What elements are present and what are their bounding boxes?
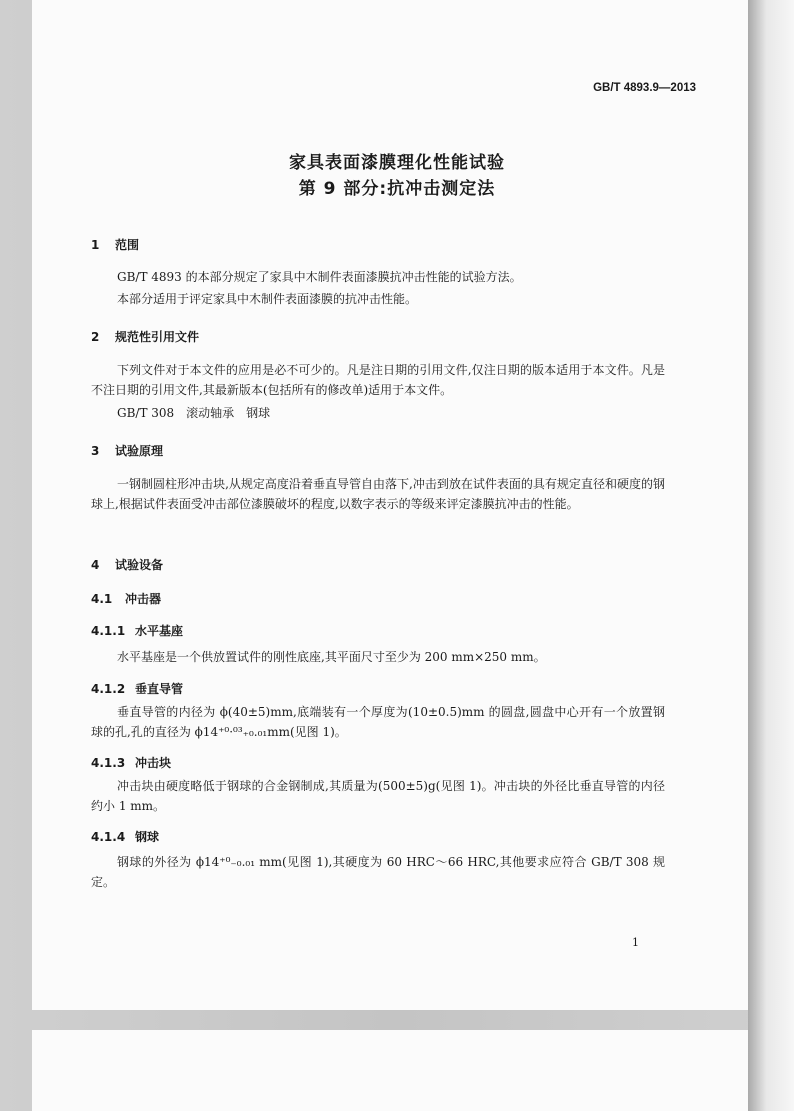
section-number: 4.1	[91, 592, 113, 606]
standard-code: GB/T 4893.9—2013	[593, 82, 696, 94]
section-title: 试验设备	[115, 558, 164, 572]
section-number: 2	[91, 330, 100, 344]
section-title: 冲击块	[135, 756, 172, 770]
section-4-1-4-paragraph: 钢球的外径为 ϕ14⁺⁰₋₀.₀₁ mm(见图 1),其硬度为 60 HRC～66 HRC,其他要求应符合 GB/T 308 规定。	[91, 855, 665, 889]
section-2-reference: GB/T 308 滚动轴承 钢球	[117, 406, 271, 420]
section-title: 规范性引用文件	[115, 330, 200, 344]
section-4-1-1-heading	[91, 622, 183, 639]
document-title-line1: 家具表面漆膜理化性能试验	[289, 153, 505, 173]
section-title: 试验原理	[115, 444, 164, 458]
section-number: 1	[91, 238, 100, 252]
section-title: 水平基座	[135, 624, 184, 638]
section-1-heading	[91, 236, 139, 253]
section-1-paragraph-1: GB/T 4893 的本部分规定了家具中木制件表面漆膜抗冲击性能的试验方法。	[117, 270, 522, 284]
section-number: 4.1.4	[91, 830, 126, 844]
section-number: 4.1.3	[91, 756, 126, 770]
section-3-heading	[91, 442, 163, 459]
document-title-line2: 第 9 部分:抗冲击测定法	[298, 179, 496, 199]
section-4-heading	[91, 556, 163, 573]
section-2-paragraph: 下列文件对于本文件的应用是必不可少的。凡是注日期的引用文件,仅注日期的版本适用于本文件。凡是不注日期的引用文件,其最新版本(包括所有的修改单)适用于本文件。	[91, 363, 665, 397]
next-page-top	[32, 1030, 748, 1111]
section-4-1-1-paragraph: 水平基座是一个供放置试件的刚性底座,其平面尺寸至少为 200 mm×250 mm。	[117, 650, 546, 664]
section-title: 范围	[115, 238, 140, 252]
section-number: 4.1.2	[91, 682, 126, 696]
section-4-1-4-heading	[91, 828, 159, 845]
section-4-1-2-heading	[91, 680, 183, 697]
section-title: 垂直导管	[135, 682, 184, 696]
section-4-1-2-paragraph: 垂直导管的内径为 ϕ(40±5)mm,底端装有一个厚度为(10±0.5)mm 的圆盘,圆盘中心开有一个放置钢球的孔,孔的直径为 ϕ14⁺⁰·⁰³₊₀.₀₁mm(见图 1)。	[91, 705, 665, 739]
section-1-paragraph-2: 本部分适用于评定家具中木制件表面漆膜的抗冲击性能。	[117, 292, 418, 306]
section-4-1-heading	[91, 590, 161, 607]
section-number: 4	[91, 558, 100, 572]
section-title: 冲击器	[125, 592, 162, 606]
section-3-paragraph: 一钢制圆柱形冲击块,从规定高度沿着垂直导管自由落下,冲击到放在试件表面的具有规定直径和硬度的钢球上,根据试件表面受冲击部位漆膜破坏的程度,以数字表示的等级来评定漆膜抗冲击的性能。	[91, 477, 665, 511]
section-4-1-3-paragraph: 冲击块由硬度略低于钢球的合金钢制成,其质量为(500±5)g(见图 1)。冲击块的外径比垂直导管的内径约小 1 mm。	[91, 779, 665, 813]
section-title: 钢球	[135, 830, 160, 844]
page-number: 1	[632, 936, 639, 949]
section-number: 4.1.1	[91, 624, 126, 638]
section-number: 3	[91, 444, 100, 458]
section-4-1-3-heading	[91, 754, 171, 771]
section-2-heading	[91, 328, 199, 345]
